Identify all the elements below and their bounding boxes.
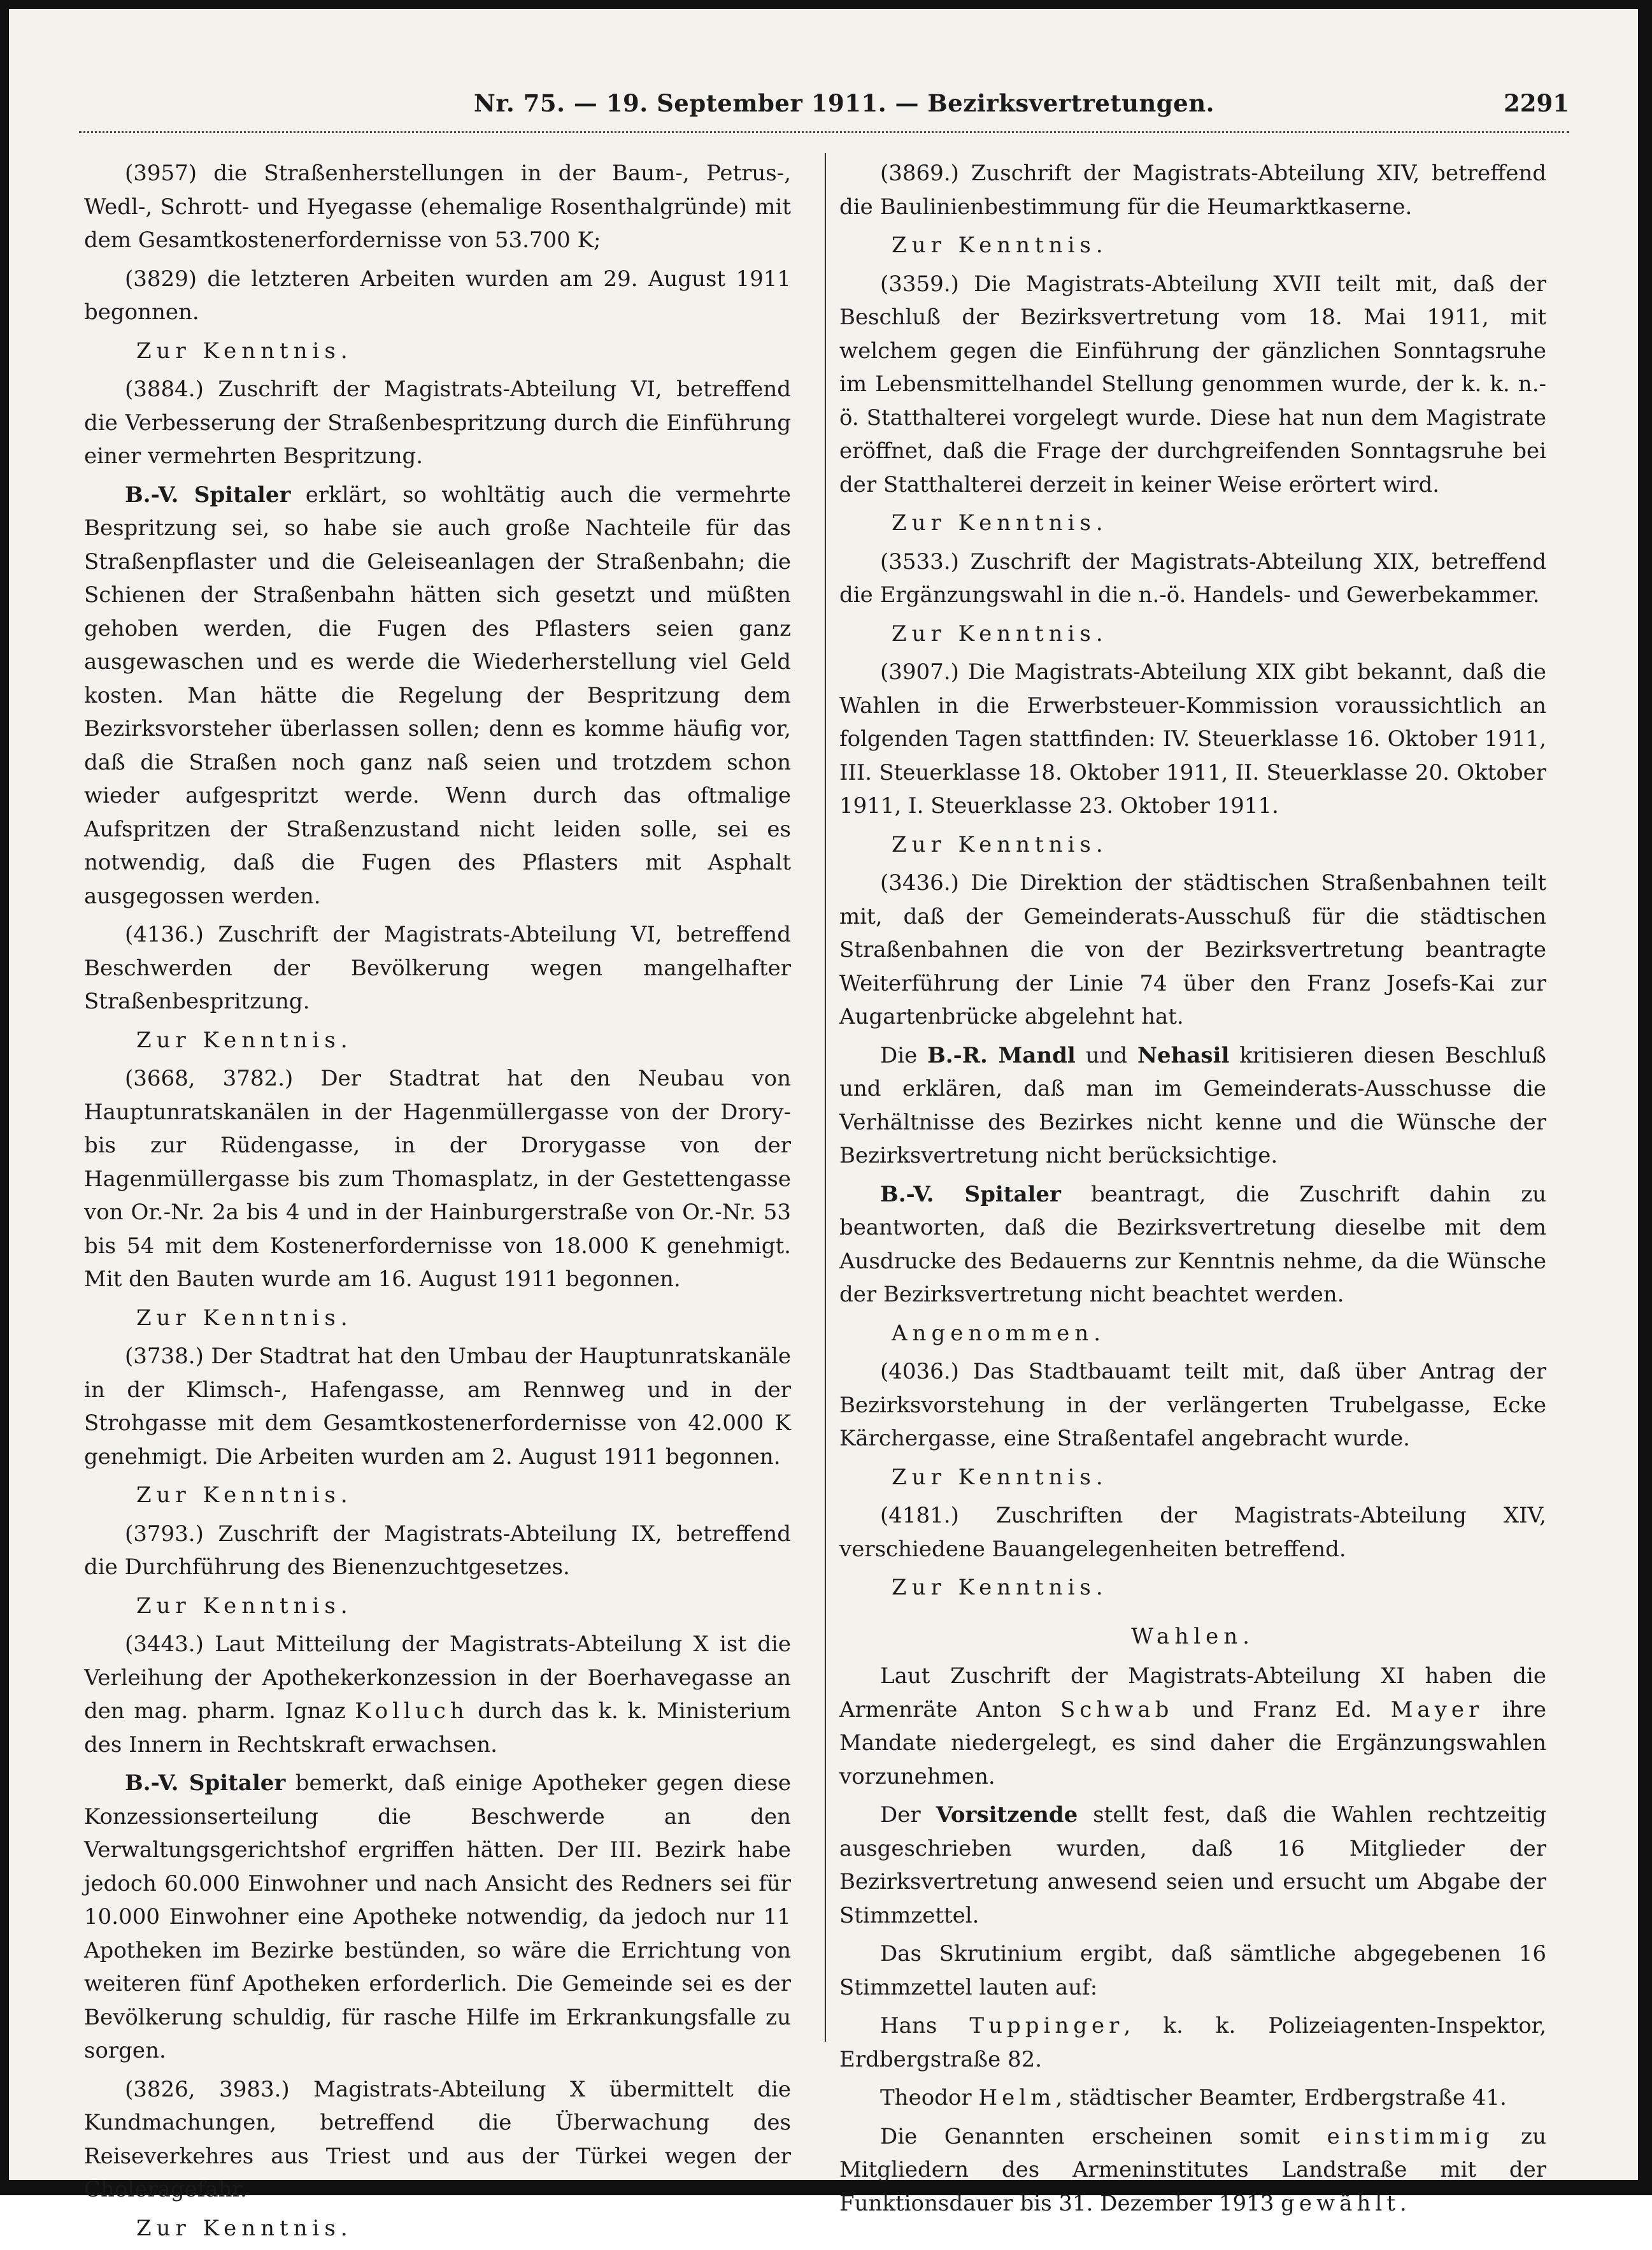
paragraph <box>839 1659 1546 1793</box>
page-number: 2291 <box>1504 89 1569 117</box>
decision-note: Zur Kenntnis. <box>892 1464 1108 1490</box>
paragraph-text: beantragt, die Zuschrift dahin zu beantworten, daß die Bezirksvertretung dieselbe mit dem Ausdrucke des Bedauerns zur Kenntnis nehme, da die Wünsche der Bezirksvertretung nicht beachtet werden. <box>839 1181 1547 1307</box>
column-divider <box>825 153 826 2042</box>
paragraph-text: und Franz Ed. <box>1173 1696 1391 1723</box>
paragraph-text: Theodor <box>880 2085 979 2110</box>
paragraph-text: zu Mitgliedern des Armeninstitutes Landstraße mit der Funktionsdauer bis 31. Dezember 1913 <box>839 2123 1546 2216</box>
paragraph-text: durch das k. k. Ministerium des Innern in Rechtskraft erwachsen. <box>84 1698 791 1758</box>
person-name: Helm <box>978 2085 1056 2110</box>
left-column <box>84 157 791 2250</box>
paragraph-text: Hans <box>880 2013 970 2039</box>
speaker-name: Vorsitzende <box>936 1802 1078 1828</box>
paragraph-text: Laut Zuschrift der Magistrats-Abteilung XI haben die Armenräte Anton <box>839 1663 1546 1723</box>
decision-note: Zur Kenntnis. <box>892 620 1108 647</box>
paragraph <box>84 1766 791 2068</box>
paragraph-text: . <box>1399 2190 1407 2216</box>
paragraph: (3738.) Der Stadtrat hat den Umbau der Hauptunratskanäle in der Klimsch-, Hafengasse, am Rennweg und in der Strohgasse mit dem Gesamtkostenerfordernisse von 42.000 K genehmigt. Die Arbeiten wurden am 2. August 1911 begonnen. <box>84 1344 791 1470</box>
page-header <box>79 80 1569 125</box>
paragraph <box>839 1798 1546 1932</box>
paragraph: (3907.) Die Magistrats-Abteilung XIX gibt bekannt, daß die Wahlen in die Erwerbsteuer-Kommission voraussichtlich an folgenden Tagen stattfinden: IV. Steuerklasse 16. Oktober 1911, III. Steuerklasse 18. Oktober 1911, II. Steuerklasse 20. Oktober 1911, I. Steuerklasse 23. Oktober 1911. <box>839 659 1546 819</box>
paragraph <box>839 2120 1546 2221</box>
emphasis: einstimmig <box>1327 2123 1494 2149</box>
paragraph-text: , k. k. Polizeiagenten-Inspektor, Erdbergstraße 82. <box>839 2013 1547 2072</box>
paragraph: (3884.) Zuschrift der Magistrats-Abteilung VI, betreffend die Verbesserung der Straßenbespritzung durch die Einführung einer vermehrten Bespritzung. <box>84 376 791 469</box>
paragraph: (3957) die Straßenherstellungen in der Baum-, Petrus-, Wedl-, Schrott- und Hyegasse (ehemalige Rosenthalgründe) mit dem Gesamtkostenerfordernisse von 53.700 K; <box>84 161 791 253</box>
paragraph-text: kritisieren diesen Beschluß und erklären, daß man im Gemeinderats-Ausschusse die Verhältnisse des Bezirkes nicht kenne und die Wünsche der Bezirksvertretung nicht berücksichtige. <box>839 1042 1546 1168</box>
speaker-name: B.-R. Mandl <box>927 1042 1076 1068</box>
paragraph: (3436.) Die Direktion der städtischen Straßenbahnen teilt mit, daß der Gemeinderats-Ausschuß für die städtischen Straßenbahnen die von der Bezirksvertretung beantragte Weiterführung der Linie 74 über den Franz Josefs-Kai zur Augartenbrücke abgelehnt hat. <box>839 870 1546 1029</box>
paragraph <box>839 2081 1546 2115</box>
decision-note: Zur Kenntnis. <box>136 1482 353 1508</box>
paragraph <box>84 478 791 914</box>
person-name: Tuppinger <box>969 2013 1124 2039</box>
decision-note: Zur Kenntnis. <box>892 1575 1108 1600</box>
decision-note: Zur Kenntnis. <box>136 2215 353 2241</box>
person-name: Kolluch <box>355 1698 469 1724</box>
decision-note: Zur Kenntnis. <box>136 1305 353 1331</box>
paragraph-text: Der <box>880 1802 936 1828</box>
paragraph-text: , städtischer Beamter, Erdbergstraße 41. <box>1055 2085 1507 2110</box>
paragraph-text: bemerkt, daß einige Apotheker gegen diese Konzessionserteilung die Beschwerde an den Verwaltungsgerichtshof ergriffen hätten. Der III. Bezirk habe jedoch 60.000 Einwohner und nach Ansicht des Redners sei für 10.000 Einwohner eine Apotheke notwendig, da jedoch nur 11 Apotheken im Bezirke bestünden, so wäre die Errichtung von weiteren fünf Apotheken erforderlich. Die Gemeinde sei es der Bevölkerung schuldig, für rasche Hilfe im Erkrankungsfalle zu sorgen. <box>84 1770 792 2063</box>
paragraph-text: ihre Mandate niedergelegt, es sind daher die Ergänzungswahlen vorzunehmen. <box>839 1696 1546 1789</box>
speaker-name: B.-V. Spitaler <box>125 482 291 508</box>
decision-note: Zur Kenntnis. <box>892 233 1108 258</box>
paragraph: (3359.) Die Magistrats-Abteilung XVII teilt mit, daß der Beschluß der Bezirksvertretung vom 18. Mai 1911, mit welchem gegen die Einführung der gänzlichen Sonntagsruhe im Lebensmittelhandel Stellung genommen wurde, der k. k. n.-ö. Statthalterei vorgelegt wurde. Diese hat nun dem Magistrate eröffnet, daß die Frage der durchgreifenden Sonntagsruhe bei der Statthalterei derzeit in keiner Weise erörtert wird. <box>839 271 1546 498</box>
paragraph: Das Skrutinium ergibt, daß sämtliche abgegebenen 16 Stimmzettel lauten auf: <box>839 1941 1546 2000</box>
decision-note: Zur Kenntnis. <box>136 1593 353 1619</box>
emphasis: gewählt <box>1281 2190 1400 2216</box>
speaker-name: B.-V. Spitaler <box>880 1181 1061 1207</box>
paragraph-text: stellt fest, daß die Wahlen rechtzeitig ausgeschrieben wurden, daß 16 Mitglieder der Bezirksvertretung anwesend seien und ersucht um Abgabe der Stimmzettel. <box>839 1802 1546 1928</box>
right-column <box>839 157 1546 2225</box>
person-name: Schwab <box>1060 1696 1174 1723</box>
paragraph <box>84 1628 791 1761</box>
speaker-name: Nehasil <box>1137 1042 1230 1068</box>
paragraph-text: (3443.) Laut Mitteilung der Magistrats-Abteilung X ist die Verleihung der Apothekerkonzession in der Boerhavegasse an den mag. pharm. Ignaz <box>84 1631 791 1724</box>
paragraph-text: und <box>1075 1042 1137 1068</box>
paragraph: (3829) die letzteren Arbeiten wurden am 29. August 1911 begonnen. <box>84 266 791 325</box>
section-title: Wahlen. <box>1131 1623 1255 1649</box>
decision-note: Angenommen. <box>892 1320 1106 1346</box>
paragraph: (4181.) Zuschriften der Magistrats-Abteilung XIV, verschiedene Bauangelegenheiten betreffend. <box>839 1503 1546 1562</box>
paragraph: (3533.) Zuschrift der Magistrats-Abteilung XIX, betreffend die Ergänzungswahl in die n.-ö. Handels- und Gewerbekammer. <box>839 548 1546 608</box>
paragraph-text: Die Genannten erscheinen somit <box>880 2123 1327 2149</box>
paragraph <box>839 2009 1546 2076</box>
paragraph: (3668, 3782.) Der Stadtrat hat den Neubau von Hauptunratskanälen in der Hagenmüllergasse von der Drory- bis zur Rüdengasse, in der Drorygasse von der Hagenmüllergasse bis zum Thomasplatz, in der Gestettengasse von Or.-Nr. 2a bis 4 und in der Hainburgerstraße von Or.-Nr. 53 bis 54 mit dem Kostenerfordernisse von 18.000 K genehmigt. Mit den Bauten wurde am 16. August 1911 begonnen. <box>84 1066 791 1292</box>
running-head: Nr. 75. — 19. September 1911. — Bezirksvertretungen. <box>474 89 1214 117</box>
decision-note: Zur Kenntnis. <box>892 831 1108 857</box>
decision-note: Zur Kenntnis. <box>136 1027 353 1053</box>
paragraph: (4136.) Zuschrift der Magistrats-Abteilung VI, betreffend Beschwerden der Bevölkerung wegen mangelhafter Straßenbespritzung. <box>84 922 791 1014</box>
paragraph: (3826, 3983.) Magistrats-Abteilung X übermittelt die Kundmachungen, betreffend die Überwachung des Reiseverkehres aus Triest und aus der Türkei wegen der Choleragefahr. <box>84 2076 791 2202</box>
paragraph-text: erklärt, so wohltätig auch die vermehrte Bespritzung sei, so habe sie auch große Nachteile für das Straßenpflaster und die Geleiseanlagen der Straßenbahn; die Schienen der Straßenbahn hätten sich gesetzt und müßten gehoben werden, die Fugen des Pflasters seien ganz ausgewaschen und es werde die Wiederherstellung viel Geld kosten. Man hätte die Regelung der Bespritzung dem Bezirksvorsteher überlassen sollen; denn es komme häufig vor, daß die Straßen noch ganz naß seien und trotzdem schon wieder aufgespritzt werde. Wenn durch das oftmalige Aufspritzen der Straßenzustand nicht leiden solle, sei es notwendig, daß die Fugen des Pflasters mit Asphalt ausgegossen werden. <box>84 482 792 909</box>
newspaper-page <box>9 9 1638 2241</box>
paragraph-text: Die <box>880 1042 928 1068</box>
paragraph <box>839 1039 1546 1173</box>
paragraph: (3869.) Zuschrift der Magistrats-Abteilung XIV, betreffend die Baulinienbestimmung für die Heumarktkaserne. <box>839 161 1546 220</box>
speaker-name: B.-V. Spitaler <box>125 1770 286 1796</box>
person-name: Mayer <box>1390 1696 1484 1723</box>
decision-note: Zur Kenntnis. <box>136 338 353 364</box>
decision-note: Zur Kenntnis. <box>892 510 1108 536</box>
paragraph <box>839 1178 1546 1312</box>
paragraph: (3793.) Zuschrift der Magistrats-Abteilung IX, betreffend die Durchführung des Bienenzuchtgesetzes. <box>84 1521 791 1580</box>
paragraph: (4036.) Das Stadtbauamt teilt mit, daß über Antrag der Bezirksvorstehung in der verlängerten Trubelgasse, Ecke Kärchergasse, eine Straßentafel angebracht wurde. <box>839 1359 1546 1451</box>
header-rule <box>79 131 1569 133</box>
